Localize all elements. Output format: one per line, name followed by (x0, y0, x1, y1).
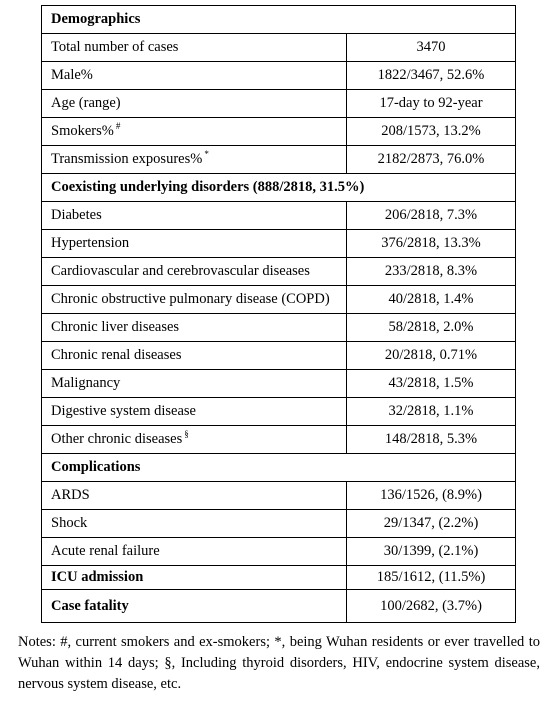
row-label: Smokers% (51, 123, 114, 139)
table-notes: Notes: #, current smokers and ex-smokers; *, being Wuhan residents or ever travelled to Wuhan within 14 days; §, Including thyroid disorders, HIV, endocrine system disease, nervous system disease, etc. (18, 634, 540, 692)
row-label: Total number of cases (42, 34, 347, 62)
footnote-mark: * (204, 149, 209, 159)
footnote-mark: § (184, 429, 189, 439)
table-row (42, 90, 516, 118)
row-label: Diabetes (42, 202, 347, 230)
section-header (42, 6, 516, 34)
row-value: 206/2818, 7.3% (347, 202, 516, 230)
table-row (42, 342, 516, 370)
row-label-cell (42, 118, 347, 146)
section-title-demographics: Demographics (42, 6, 516, 34)
table-row (42, 426, 516, 454)
row-value: 148/2818, 5.3% (347, 426, 516, 454)
row-value: 376/2818, 13.3% (347, 230, 516, 258)
section-header (42, 454, 516, 482)
row-label: Cardiovascular and cerebrovascular diseases (42, 258, 347, 286)
row-value: 3470 (347, 34, 516, 62)
row-label: Chronic obstructive pulmonary disease (COPD) (42, 286, 347, 314)
row-value: 100/2682, (3.7%) (347, 590, 516, 623)
section-title-complications: Complications (42, 454, 516, 482)
row-label: Transmission exposures% (51, 151, 203, 167)
table-row (42, 62, 516, 90)
table-row (42, 398, 516, 426)
table-row (42, 286, 516, 314)
table-row (42, 230, 516, 258)
row-label: Age (range) (42, 90, 347, 118)
table-row (42, 202, 516, 230)
row-label: Acute renal failure (42, 538, 347, 566)
row-value: 58/2818, 2.0% (347, 314, 516, 342)
row-label: ICU admission (42, 566, 347, 590)
table-row (42, 566, 516, 590)
row-value: 29/1347, (2.2%) (347, 510, 516, 538)
table-row (42, 538, 516, 566)
row-value: 136/1526, (8.9%) (347, 482, 516, 510)
row-label: Other chronic diseases (51, 431, 183, 447)
row-value: 30/1399, (2.1%) (347, 538, 516, 566)
table-row (42, 118, 516, 146)
row-label: Shock (42, 510, 347, 538)
row-label: Case fatality (42, 590, 347, 623)
demographics-table (41, 5, 516, 623)
row-value: 233/2818, 8.3% (347, 258, 516, 286)
table-row (42, 258, 516, 286)
table-row (42, 370, 516, 398)
footnote-mark: # (115, 121, 121, 131)
row-value: 1822/3467, 52.6% (347, 62, 516, 90)
row-label: Chronic renal diseases (42, 342, 347, 370)
row-value: 43/2818, 1.5% (347, 370, 516, 398)
table-container (41, 5, 515, 623)
row-label: Malignancy (42, 370, 347, 398)
row-label: Hypertension (42, 230, 347, 258)
row-label: ARDS (42, 482, 347, 510)
row-value: 208/1573, 13.2% (347, 118, 516, 146)
row-label: Chronic liver diseases (42, 314, 347, 342)
table-row (42, 482, 516, 510)
row-label-cell (42, 426, 347, 454)
row-value: 2182/2873, 76.0% (347, 146, 516, 174)
table-row (42, 314, 516, 342)
section-title-coexisting: Coexisting underlying disorders (888/2818, 31.5%) (42, 174, 516, 202)
section-header (42, 174, 516, 202)
row-value: 185/1612, (11.5%) (347, 566, 516, 590)
row-value: 17-day to 92-year (347, 90, 516, 118)
row-label: Male% (42, 62, 347, 90)
table-row (42, 590, 516, 623)
row-value: 40/2818, 1.4% (347, 286, 516, 314)
table-row (42, 510, 516, 538)
row-value: 32/2818, 1.1% (347, 398, 516, 426)
row-label: Digestive system disease (42, 398, 347, 426)
table-row (42, 34, 516, 62)
row-value: 20/2818, 0.71% (347, 342, 516, 370)
row-label-cell (42, 146, 347, 174)
table-row (42, 146, 516, 174)
